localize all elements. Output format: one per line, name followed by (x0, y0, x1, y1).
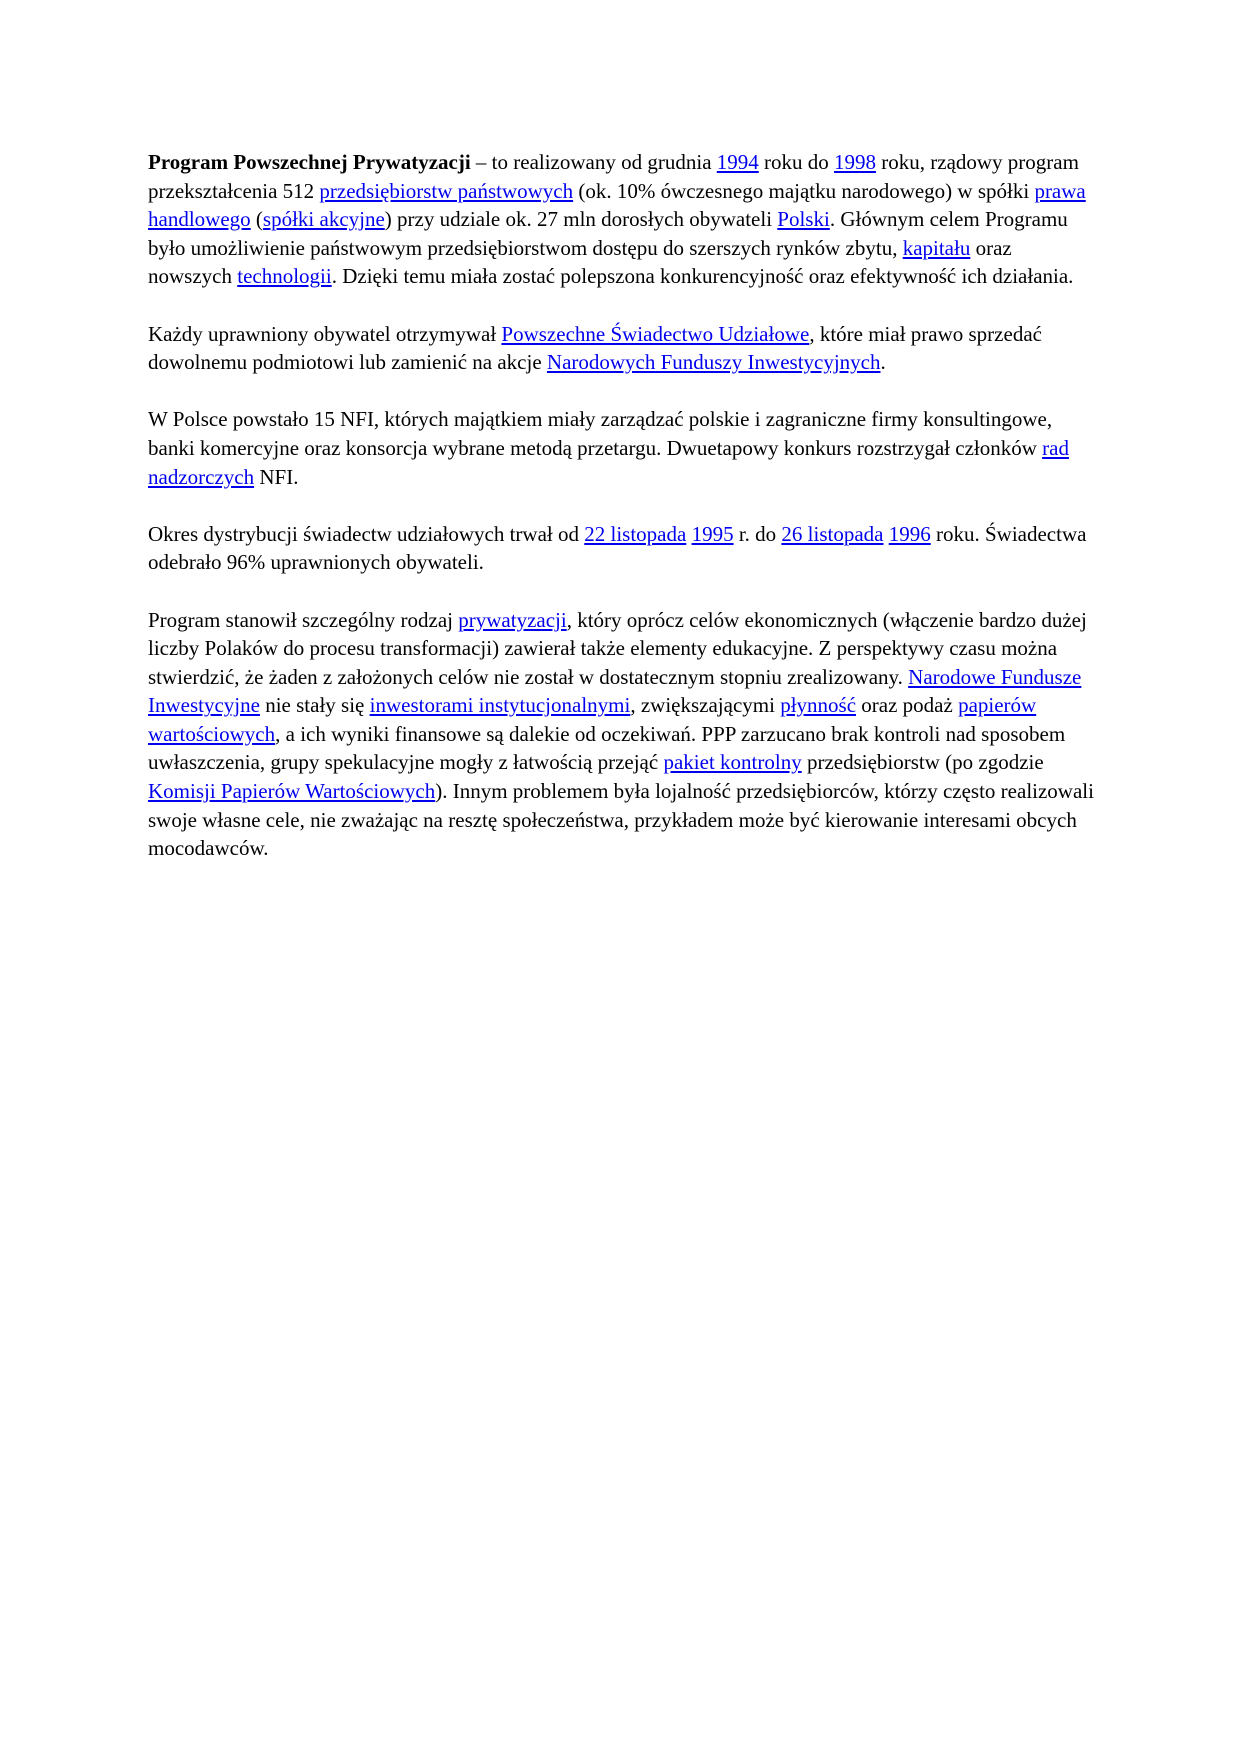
text-run: . Dzięki temu miała zostać polepszona konkurencyjność oraz efektywność ich działania. (331, 264, 1074, 289)
text-run: roku, rządowy program przekształcenia 512 (148, 150, 1079, 203)
text-run: , a ich wyniki finansowe są dalekie od oczekiwań. PPP zarzucano brak kontroli nad sposobem uwłaszczenia, grupy spekulacyjne mogły z łatwością przejąć (148, 721, 1066, 775)
text-run: , które miał prawo sprzedać dowolnemu podmiotowi lub zamienić na akcje (148, 321, 1042, 375)
hyperlink[interactable]: kapitału (902, 235, 971, 260)
hyperlink[interactable]: 1998 (834, 150, 877, 174)
hyperlink[interactable]: płynność (780, 693, 857, 718)
hyperlink[interactable]: Narodowe Fundusze Inwestycyjne (148, 664, 1082, 718)
document-page (148, 148, 1098, 891)
text-run: ) przy udziale ok. 27 mln dorosłych obywateli (384, 207, 778, 232)
hyperlink[interactable]: prywatyzacji (458, 607, 567, 632)
text-run: ( (250, 207, 263, 232)
text-run: (ok. 10% ówczesnego majątku narodowego) w spółki (573, 178, 1035, 203)
text-run: , który oprócz celów ekonomicznych (włączenie bardzo dużej liczby Polaków do procesu transformacji) zawierał także elementy edukacyjne. Z perspektywy czasu można stwierdzić, że żaden z założonych celów nie został w dostatecznym stopniu zrealizowany. (148, 607, 1087, 689)
text-run: Okres dystrybucji świadectw udziałowych trwał od (148, 521, 585, 546)
hyperlink[interactable]: 1995 (691, 521, 734, 546)
text-run: – to realizowany od grudnia (470, 150, 717, 174)
hyperlink[interactable]: Narodowych Funduszy Inwestycyjnych (546, 350, 881, 375)
text-run: roku. Świadectwa odebrało 96% uprawnionych obywateli. (148, 521, 1087, 575)
hyperlink[interactable]: technologii (237, 264, 332, 289)
text-run: , zwiększającymi (630, 693, 781, 718)
text-run: Program stanowił szczególny rodzaj (148, 607, 459, 632)
text-run: oraz nowszych (148, 235, 1012, 289)
text-run: nie stały się (259, 693, 370, 718)
hyperlink[interactable]: Polski (777, 207, 830, 232)
hyperlink[interactable]: papierów wartościowych (148, 693, 1037, 746)
text-run: Każdy uprawniony obywatel otrzymywał (148, 321, 502, 346)
hyperlink[interactable]: Powszechne Świadectwo Udziałowe (501, 321, 810, 346)
text-run: NFI. (254, 464, 299, 489)
paragraph-share-certificate (148, 320, 1098, 377)
bold-term: Program Powszechnej Prywatyzacji (148, 150, 471, 174)
hyperlink[interactable]: inwestorami instytucjonalnymi (369, 693, 631, 718)
text-run: r. do (733, 521, 782, 546)
text-run: W Polsce powstało 15 NFI, których majątkiem miały zarządzać polskie i zagraniczne firmy konsultingowe, banki komercyjne oraz konsorcja wybrane metodą przetargu. Dwuetapowy konkurs rozstrzygał członków (148, 407, 1053, 460)
hyperlink[interactable]: pakiet kontrolny (663, 750, 802, 775)
hyperlink[interactable]: prawa handlowego (148, 178, 1086, 232)
text-run: ). Innym problemem była lojalność przedsiębiorców, którzy często realizowali swoje własne cele, nie zważając na resztę społeczeństwa, przykładem może być kierowanie interesami obcych mocodawców. (148, 779, 1094, 861)
text-run: . Głównym celem Programu było umożliwienie państwowym przedsiębiorstwom dostępu do szerszych rynków zbytu, (148, 207, 1068, 260)
paragraph-nfi-funds (148, 405, 1098, 491)
paragraph-distribution-period (148, 520, 1098, 577)
text-run: roku do (758, 150, 835, 174)
hyperlink[interactable]: przedsiębiorstw państwowych (319, 178, 574, 203)
text-run: przedsiębiorstw (po zgodzie (801, 750, 1044, 775)
hyperlink[interactable]: 1994 (716, 150, 759, 174)
hyperlink[interactable]: 26 listopada (781, 521, 884, 546)
hyperlink[interactable]: spółki akcyjne (262, 207, 385, 232)
paragraph-evaluation (148, 606, 1098, 863)
hyperlink[interactable]: Komisji Papierów Wartościowych (148, 779, 436, 804)
hyperlink[interactable]: 22 listopada (584, 521, 687, 546)
text-run: . (880, 350, 886, 375)
hyperlink[interactable]: rad nadzorczych (148, 435, 1069, 489)
hyperlink[interactable]: 1996 (888, 521, 931, 546)
text-run: oraz podaż (856, 693, 959, 718)
paragraph-intro (148, 148, 1098, 291)
